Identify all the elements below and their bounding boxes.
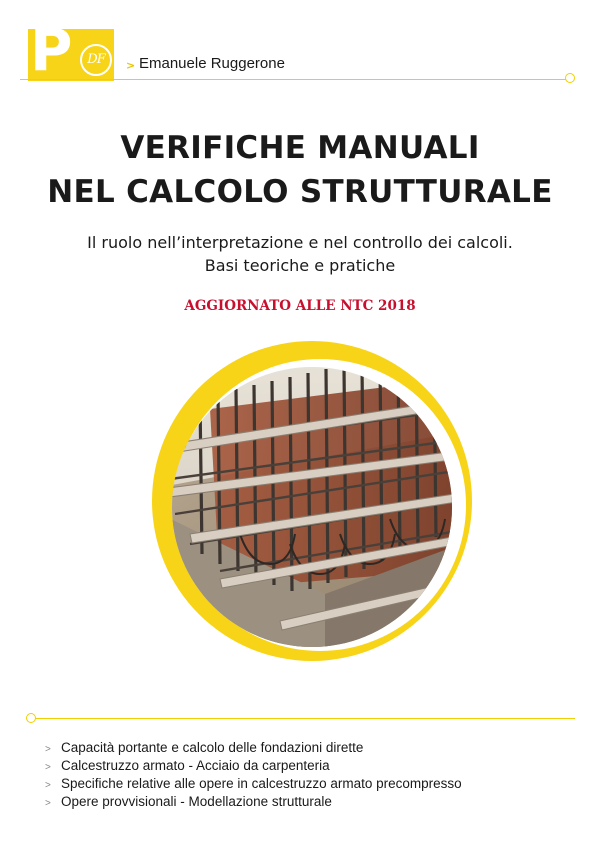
bottom-divider — [35, 718, 575, 719]
publisher-logo-letter: P — [30, 16, 73, 84]
bullet-marker: > — [45, 762, 51, 773]
cover-photo — [150, 339, 475, 664]
topic-text: Opere provvisionali - Modellazione strutturale — [61, 794, 332, 809]
subtitle-line-1: Il ruolo nell’interpretazione e nel controllo dei calcoli. — [87, 233, 513, 252]
author-arrow-icon: > — [126, 59, 136, 72]
author-name: Emanuele Ruggerone — [139, 55, 285, 72]
title-line-2: NEL CALCOLO STRUTTURALE — [47, 174, 553, 210]
list-item — [45, 775, 565, 793]
topic-text: Capacità portante e calcolo delle fondazioni dirette — [61, 740, 364, 755]
subtitle-line-2: Basi teoriche e pratiche — [204, 256, 396, 275]
topic-text: Specifiche relative alle opere in calcestruzzo armato precompresso — [61, 776, 462, 791]
title-line-1: VERIFICHE MANUALI — [120, 130, 480, 166]
bullet-marker: > — [45, 798, 51, 809]
list-item — [45, 739, 565, 757]
bullet-marker: > — [45, 780, 51, 791]
list-item — [45, 757, 565, 775]
rebar-cage-icon — [150, 339, 475, 664]
list-item — [45, 793, 565, 811]
topic-text: Calcestruzzo armato - Acciaio da carpenteria — [61, 758, 330, 773]
bottom-divider-knob — [26, 713, 36, 723]
bullet-marker: > — [45, 744, 51, 755]
publisher-logo-mark: DF — [80, 44, 112, 76]
edition-label: AGGIORNATO ALLE NTC 2018 — [184, 298, 416, 314]
topics-list — [45, 739, 565, 811]
top-divider — [20, 79, 568, 80]
top-divider-knob — [565, 73, 575, 83]
